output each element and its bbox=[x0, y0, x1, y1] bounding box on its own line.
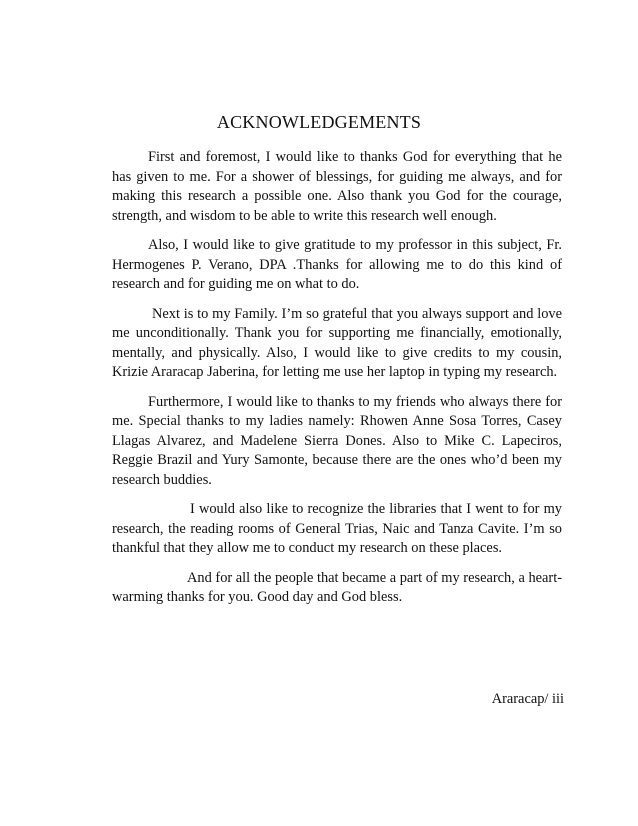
page-title: ACKNOWLEDGEMENTS bbox=[216, 112, 422, 132]
paragraph-closing: And for all the people that became a part of my research, a heart-warming thanks for you. Good day and God bless. bbox=[112, 569, 562, 605]
document-body bbox=[112, 148, 562, 618]
paragraph-professor: Also, I would like to give gratitude to my professor in this subject, Fr. Hermogenes P. Verano, DPA .Thanks for allowing me to do this kind of research and for guiding me on what to do. bbox=[112, 237, 562, 292]
paragraph-libraries: I would also like to recognize the libraries that I went to for my research, the reading rooms of General Trias, Naic and Tanza Cavite. I’m so thankful that they allow me to conduct my research on these places. bbox=[112, 501, 562, 556]
page-footer: Araracap/ iii bbox=[491, 691, 564, 707]
paragraph-friends: Furthermore, I would like to thanks to my friends who always there for me. Special thanks to my ladies namely: Rhowen Anne Sosa Torres, Casey Llagas Alvarez, and Madelene Sierra Dones. Also to Mike C. Lapeciros, Reggie Brazil and Yury Samonte, because there are the ones who’d been my research buddies. bbox=[112, 393, 562, 488]
paragraph-family: Next is to my Family. I’m so grateful that you always support and love me unconditionally. Thank you for supporting me financially, emotionally, mentally, and physically. Also, I would like to give credits to my cousin, Krizie Araracap Jaberina, for letting me use her laptop in typing my research. bbox=[112, 305, 562, 380]
paragraph-god: First and foremost, I would like to thanks God for everything that he has given to me. For a shower of blessings, for guiding me always, and for making this research a possible one. Also thank you God for the courage, strength, and wisdom to be able to write this research well enough. bbox=[112, 149, 562, 224]
